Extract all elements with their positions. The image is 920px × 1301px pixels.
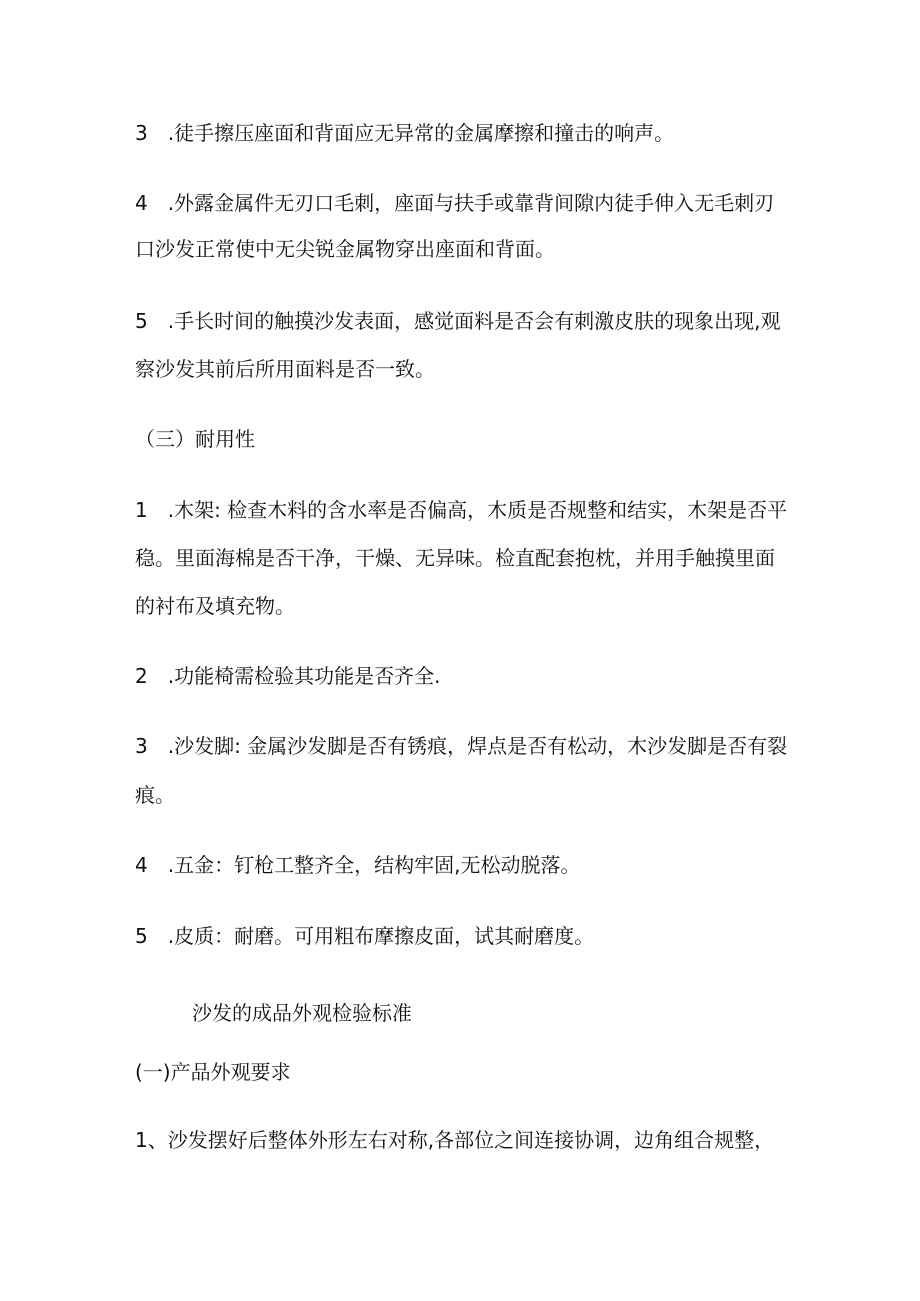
- section-heading-durability: （三）耐用性: [135, 427, 255, 451]
- text-line-durability-item-2: 2 .功能椅需检验其功能是否齐全.: [135, 664, 441, 688]
- text-line-durability-item-1-cont2: 的衬布及填充物。: [135, 594, 295, 618]
- text-line-durability-item-3: 3 .沙发脚: 金属沙发脚是否有锈痕，焊点是否有松动，木沙发脚是否有裂: [135, 734, 788, 758]
- text-line-durability-item-5: 5 .皮质：耐磨。可用粗布摩擦皮面，试其耐磨度。: [135, 924, 595, 948]
- text-line-durability-item-1: 1 .木架: 检查木料的含水率是否偏高，木质是否规整和结实，木架是否平: [135, 498, 788, 522]
- text-line-durability-item-4: 4 .五金：钉枪工整齐全，结构牢固,无松动脱落。: [135, 853, 581, 877]
- text-line-durability-item-3-cont: 痕。: [135, 783, 175, 807]
- subsection-heading-appearance: (一)产品外观要求: [135, 1060, 291, 1084]
- text-line-item-5-cont: 察沙发其前后所用面料是否一致。: [135, 357, 435, 381]
- text-line-item-4-edges: 4 .外露金属件无刃口毛刺，座面与扶手或靠背间隙内徒手伸入无毛刺刃: [135, 191, 775, 215]
- text-line-item-3-noise: 3 .徒手擦压座面和背面应无异常的金属摩擦和撞击的响声。: [135, 121, 675, 145]
- text-line-item-4-cont: 口沙发正常使中无尖锐金属物穿出座面和背面。: [135, 237, 555, 261]
- section-title-finished-product-inspection: 沙发的成品外观检验标准: [192, 1001, 412, 1025]
- text-line-item-5-fabric: 5 .手长时间的触摸沙发表面，感觉面料是否会有刺激皮肤的现象出现,观: [135, 309, 781, 333]
- text-line-durability-item-1-cont: 稳。里面海棉是否干净，干燥、无异味。检直配套抱枕，并用手触摸里面: [135, 546, 775, 570]
- text-line-appearance-item-1: 1、沙发摆好后整体外形左右对称,各部位之间连接协调，边角组合规整，: [135, 1128, 775, 1152]
